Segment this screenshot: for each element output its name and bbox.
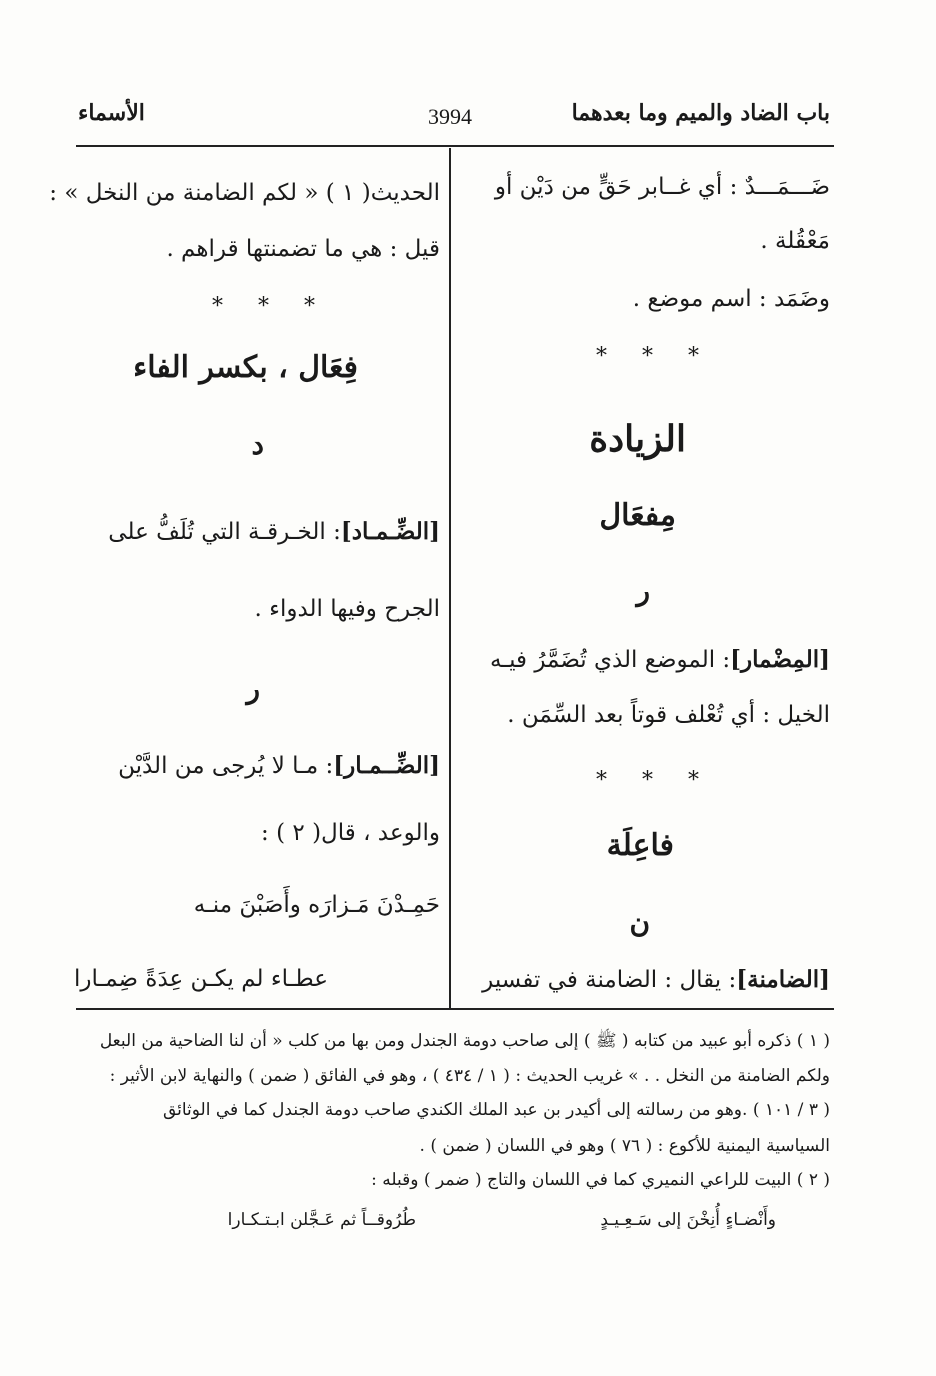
root-letter-ra: ر [246,672,260,705]
root-letter-nun: ن [629,906,650,939]
entry-term: [الضِّـمـاد] [340,518,440,545]
separator-stars: * * * [212,294,329,319]
root-letter-dal: د [251,428,264,461]
entry-damad-place: وضَمَد : اسم موضع . [632,286,830,312]
page-number: 3994 [428,104,472,129]
separator-stars: * * * [596,344,713,369]
column-divider [449,148,451,1008]
section-title-ziyada: الزيادة [589,418,686,460]
footnote-1-line2: ولكم الضامنة من النخل . . » غريب الحديث : ( ١ / ٤٣٤ ) ، وهو في الفائق ( ضمن ) والنهاية لابن الأثير : [109,1066,830,1086]
entry-dimad-line1 [108,518,440,545]
footnote-2-verse-right: وأَنْضـاءٍ أُنِخْنَ إلى سَـعِـيـدٍ [600,1210,776,1230]
footnote-1-line3: ( ٣ / ١٠١ ) .وهو من رسالته إلى أكيدر بن عبد الملك الكندي صاحب دومة الجندل كما في الوثائق [162,1100,830,1120]
pattern-faila: فاعِلَة [606,828,674,863]
verse-hemistich-1: حَمِـدْنَ مَـزارَه وأَصَبْنَ منـه [193,892,440,918]
entry-dimar-line1 [118,752,440,779]
pattern-fiaal: فِعَال ، بكسر الفاء [133,350,358,385]
verse-hemistich-2: عطـاء لم يكـن عِدَةً ضِمـارا [74,966,328,992]
entry-midmar-line2: الخيل : أي تُعْلف قوتاً بعد السِّمَن . [507,702,830,728]
entry-damad-line2: مَعْقُلة . [760,228,830,254]
header-rule [76,145,834,147]
footnote-1-line1: ( ١ ) ذكره أبو عبيد من كتابه ( ﷺ ) إلى صاحب دومة الجندل ومن بها من كلب « أن لنا الضاحية من البعل [99,1031,830,1051]
entry-hadith-line1: الحديث( ١ ) « لكم الضامنة من النخل » : [49,180,440,206]
entry-text: : مـا لا يُرجى من الدَّيْن [118,753,334,779]
entry-term: [المِضْمار] [730,646,830,673]
entry-hadith-line2: قيل : هي ما تضمنتها قراهم . [166,236,440,262]
root-letter-ra: ر [636,574,650,607]
footnote-rule [76,1008,834,1010]
entry-damad-line1: ضَـــمَـــدٌ : أي غــابر حَقٍّ من دَيْن أو [494,174,830,200]
entry-term: [الضِّــمـار] [333,752,440,779]
pattern-mifaal: مِفعَال [599,498,676,533]
entry-dimad-line2: الجرح وفيها الدواء . [254,596,440,622]
entry-term: [الضامنة] [736,966,830,993]
entry-dimar-line2: والوعد ، قال( ٢ ) : [261,820,440,846]
running-head-chapter: باب الضاد والميم وما بعدهما [571,100,830,126]
footnote-1-line4: السياسية اليمنية للأكوع : ( ٧٦ ) وهو في اللسان ( ضمن ) . [419,1136,830,1156]
entry-damina-line1 [482,966,830,993]
separator-stars: * * * [596,768,713,793]
entry-text: : الخـرقـة التي تُلَفُّ على [108,519,341,545]
footnote-2-verse-left: طُرُوقــاً ثم عَـجَّلن ابـتـكـارا [227,1210,416,1230]
entry-text: : الموضع الذي تُضَمَّرُ فيـه [490,647,731,673]
running-head-section: الأسماء [78,100,145,126]
entry-text: : يقال : الضامنة في تفسير [482,967,737,993]
entry-midmar-line1 [490,646,830,673]
footnote-2-line1: ( ٢ ) البيت للراعي النميري كما في اللسان والتاج ( ضمر ) وقبله : [371,1170,830,1190]
